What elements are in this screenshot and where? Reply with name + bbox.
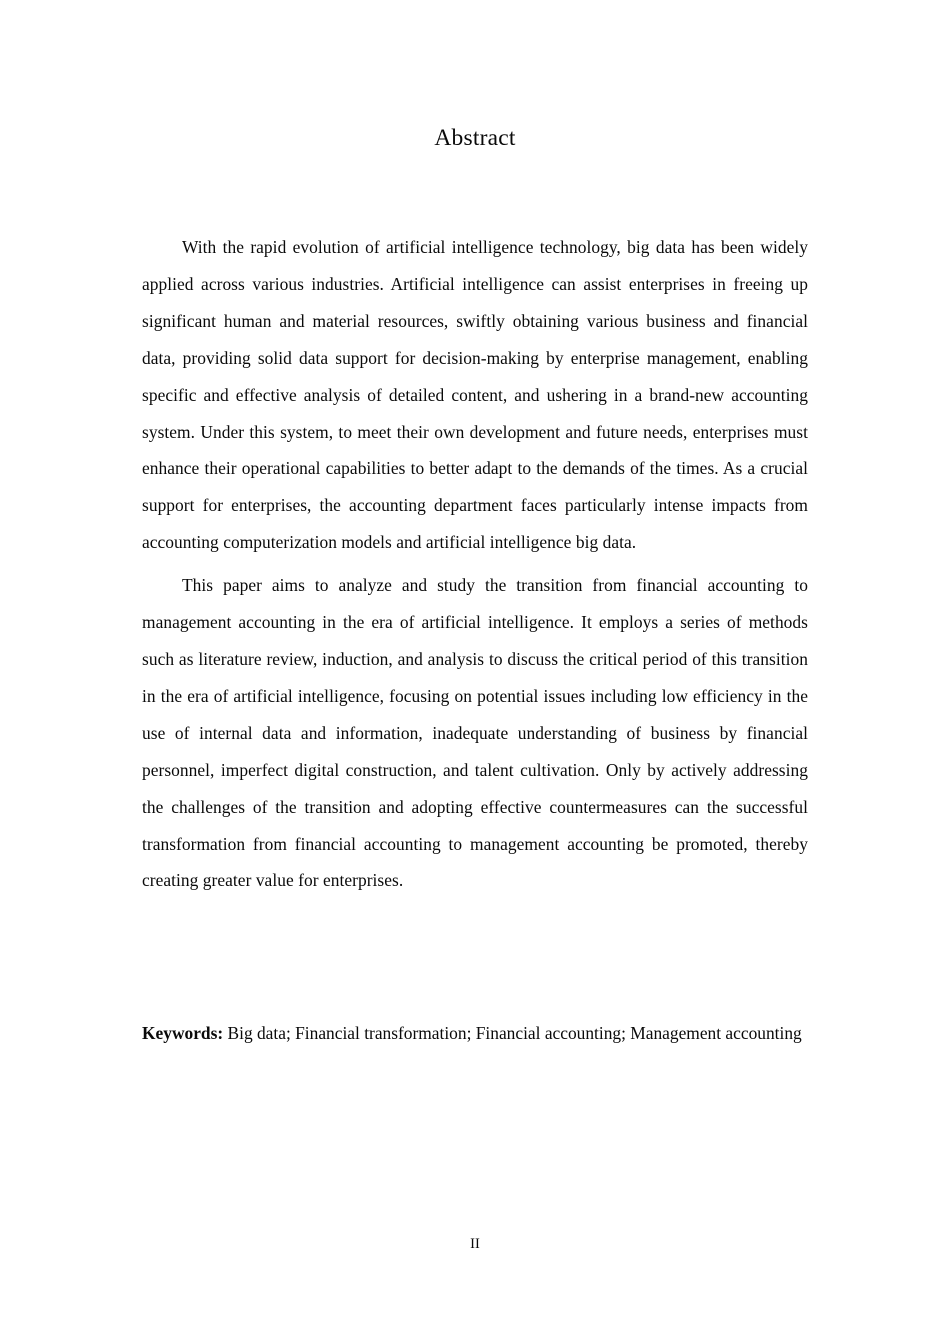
page-number: II	[470, 1236, 480, 1252]
abstract-body	[142, 229, 808, 899]
abstract-paragraph-2: This paper aims to analyze and study the transition from financial accounting to management accounting in the era of artificial intelligence. It employs a series of methods such as literature review, induction, and analysis to discuss the critical period of this transition in the era of artificial intelligence, focusing on potential issues including low efficiency in the use of internal data and information, inadequate understanding of business by financial personnel, imperfect digital construction, and talent cultivation. Only by actively addressing the challenges of the transition and adopting effective countermeasures can the successful transformation from financial accounting to management accounting be promoted, thereby creating greater value for enterprises.	[142, 575, 808, 891]
keywords-label: Keywords:	[142, 1023, 224, 1043]
keywords-line	[142, 1015, 808, 1052]
page-title: Abstract	[434, 125, 516, 151]
keywords-list: Big data; Financial transformation; Financial accounting; Management accounting	[227, 1023, 802, 1043]
abstract-paragraph-1: With the rapid evolution of artificial intelligence technology, big data has been widely applied across various industries. Artificial intelligence can assist enterprises in freeing up significant human and material resources, swiftly obtaining various business and financial data, providing solid data support for decision-making by enterprise management, enabling specific and effective analysis of detailed content, and ushering in a brand-new accounting system. Under this system, to meet their own development and future needs, enterprises must enhance their operational capabilities to better adapt to the demands of the times. As a crucial support for enterprises, the accounting department faces particularly intense impacts from accounting computerization models and artificial intelligence big data.	[142, 237, 808, 553]
